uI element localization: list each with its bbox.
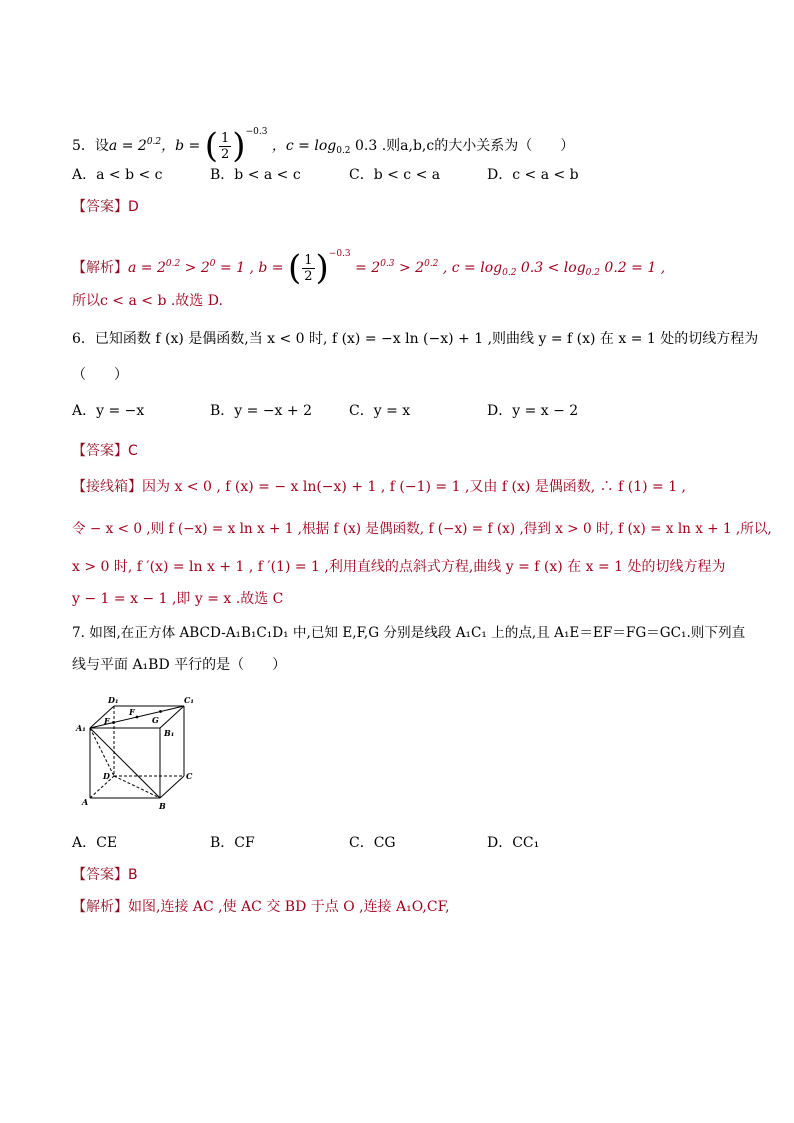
q5-analysis-part: 0.2 = 1 , — [599, 260, 666, 276]
q6-option-c[interactable]: C．y = x — [349, 403, 411, 419]
q7-option-b[interactable]: B．CF — [210, 835, 255, 851]
q6-analysis-line-4: y − 1 = x − 1 ,即 y = x .故选 C — [72, 591, 284, 607]
q6-answer-value: C — [128, 443, 138, 459]
q5-analysis-part: 0.3 — [380, 259, 395, 269]
q5-analysis-part: > 2 — [180, 260, 210, 276]
q7-option-a[interactable]: A．CE — [72, 835, 118, 851]
q6-analysis-text-1: 因为 x < 0 , f (x) = − x ln(−x) + 1 , f (−1) = 1 ,又由 f (x) 是偶函数, ∴ f (1) = 1 , — [142, 479, 687, 495]
q6-answer-tag: 【答案】 — [72, 443, 128, 459]
q5-answer-value: D — [128, 199, 139, 215]
q5-analysis-line-2: 所以c < a < b .故选 D. — [72, 293, 223, 309]
q5-option-b[interactable]: B．b < a < c — [210, 167, 301, 183]
q5-number: 5．设 — [72, 138, 109, 154]
q7-analysis-tag: 【解析】 — [72, 899, 128, 915]
q5-analysis-right-paren: ) — [315, 248, 329, 288]
point-g — [159, 710, 162, 713]
q7-stem-line-1: 7. 如图,在正方体 ABCD-A₁B₁C₁D₁ 中,已知 E,F,G 分别是线段 A₁C₁ 上的点,且 A₁E＝EF＝FG＝GC₁.则下列直 — [72, 625, 746, 641]
label-a1: A₁ — [76, 723, 86, 733]
hidden-segment-a1-d — [90, 728, 114, 776]
q7-answer-tag: 【答案】 — [72, 867, 128, 883]
q5-c-base: 0.2 — [336, 146, 351, 156]
q6-option-a[interactable]: A．y = −x — [72, 403, 145, 419]
q5-analysis-frac-den: 2 — [304, 268, 313, 284]
q5-analysis-part: 0.2 — [165, 259, 181, 269]
label-d: D — [103, 771, 110, 781]
q5-analysis-left-paren: ( — [287, 248, 302, 288]
label-a: A — [82, 797, 89, 807]
q5-c-expr: ，c = log — [271, 138, 337, 154]
q5-analysis-part: 0.3 < log — [516, 260, 586, 276]
segment-a1-b — [90, 728, 160, 798]
label-c: C — [186, 771, 193, 781]
q5-answer — [72, 198, 139, 216]
q5-a-expr: a = 2 — [108, 138, 147, 154]
q7-analysis-line-1 — [72, 898, 450, 916]
q5-answer-tag: 【答案】 — [72, 199, 128, 215]
label-d1: D₁ — [108, 695, 119, 705]
q6-analysis-line-2: 令 − x < 0 ,则 f (−x) = x ln x + 1 ,根据 f (x) 是偶函数, f (−x) = f (x) ,得到 x > 0 时, f (x) = x ln x + 1 ,所以, — [72, 521, 772, 537]
q5-analysis-part: a = 2 — [128, 260, 166, 276]
q7-option-d[interactable]: D．CC₁ — [487, 835, 540, 851]
q6-stem-line-1: 6．已知函数 f (x) 是偶函数,当 x < 0 时, f (x) = −x ln (−x) + 1 ,则曲线 y = f (x) 在 x = 1 处的切线方程为 — [72, 331, 759, 347]
q5-fraction — [219, 131, 231, 162]
q5-stem — [72, 112, 575, 166]
q6-answer — [72, 442, 138, 460]
q5-analysis-part: 0.2 — [424, 259, 439, 269]
label-f: F — [129, 707, 135, 717]
label-b: B — [159, 801, 166, 810]
edge-b-c — [160, 776, 184, 798]
q6-stem-line-2: （ ） — [72, 367, 128, 383]
q6-analysis-tag: 【接线箱】 — [72, 479, 142, 495]
q5-left-paren: ( — [204, 126, 219, 166]
label-e: E — [104, 716, 111, 726]
q6-option-b[interactable]: B．y = −x + 2 — [210, 403, 312, 419]
point-f — [136, 716, 139, 719]
q5-a-exp: 0.2 — [146, 137, 162, 147]
q5-analysis-part: −0.3 — [328, 249, 351, 259]
q6-analysis-line-3: x > 0 时, f ′(x) = ln x + 1 , f ′(1) = 1 ,利用直线的点斜式方程,曲线 y = f (x) 在 x = 1 处的切线方程为 — [72, 559, 726, 575]
q7-option-c[interactable]: C．CG — [349, 835, 396, 851]
q5-analysis-part: , c = log — [438, 260, 503, 276]
q5-right-paren: ) — [232, 126, 246, 166]
q5-analysis-part: > 2 — [394, 260, 425, 276]
q5-analysis-part: 0 — [209, 259, 216, 269]
q5-analysis-part: = 1 , b = — [215, 260, 284, 276]
q5-analysis-part: 0.2 — [585, 268, 600, 278]
q6-analysis-line-1 — [72, 478, 686, 496]
hidden-segment-d-b — [114, 776, 160, 798]
q5-c-tail: 0.3 .则a,b,c的大小关系为（ ） — [350, 138, 575, 154]
q5-analysis-line-1 — [72, 234, 666, 288]
q7-stem-line-2: 线与平面 A₁BD 平行的是（ ） — [72, 657, 287, 673]
q5-b-exp: −0.3 — [245, 127, 268, 137]
hidden-edge-a-d — [90, 776, 114, 798]
q5-option-c[interactable]: C．b < c < a — [349, 167, 441, 183]
label-g: G — [152, 715, 159, 725]
q5-analysis-part: = 2 — [350, 260, 381, 276]
point-e — [112, 721, 115, 724]
q5-option-a[interactable]: A．a < b < c — [72, 167, 163, 183]
label-c1: C₁ — [184, 695, 194, 705]
q5-frac-num: 1 — [221, 130, 230, 146]
q5-analysis-part: 0.2 — [502, 268, 517, 278]
q7-cube-figure — [74, 690, 200, 810]
q5-option-d[interactable]: D．c < a < b — [487, 167, 579, 183]
q7-analysis-text-1: 如图,连接 AC ,使 AC 交 BD 于点 O ,连接 A₁O,CF, — [128, 899, 450, 915]
q7-answer — [72, 866, 138, 884]
label-b1: B₁ — [164, 728, 175, 738]
q5-analysis-fraction — [302, 253, 314, 284]
q5-analysis-tag: 【解析】 — [72, 260, 128, 276]
q7-answer-value: B — [128, 867, 138, 883]
q6-option-d[interactable]: D．y = x − 2 — [487, 403, 579, 419]
q5-analysis-frac-num: 1 — [304, 252, 313, 268]
q5-frac-den: 2 — [221, 146, 230, 162]
q5-b-lead: ，b = — [161, 138, 201, 154]
